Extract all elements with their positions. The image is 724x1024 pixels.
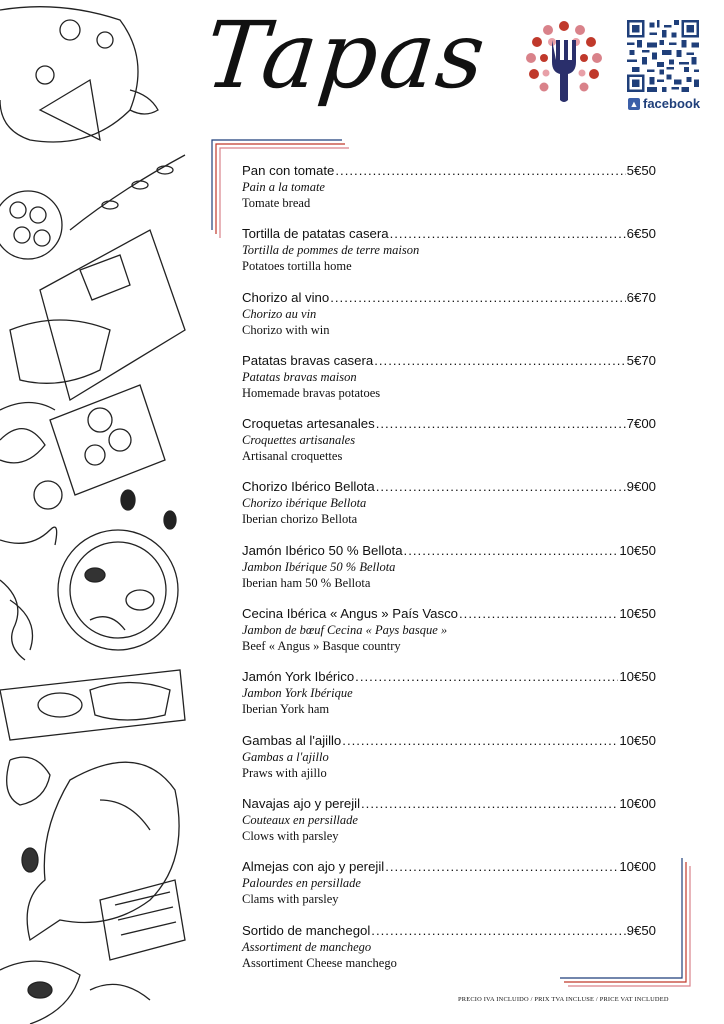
menu-item [242, 225, 656, 288]
item-english: Artisanal croquettes [242, 449, 343, 464]
facebook-link[interactable] [628, 96, 700, 111]
item-french: Croquettes artisanales [242, 433, 356, 448]
item-name: Pan con tomate [242, 163, 335, 178]
item-price: 6€70 [626, 289, 656, 305]
leader-dots [376, 415, 626, 432]
leader-dots [330, 289, 625, 306]
restaurant-logo [522, 18, 606, 104]
leader-dots [404, 542, 619, 559]
item-french: Chorizo ibérique Bellota [242, 496, 367, 511]
item-name: Cecina Ibérica « Angus » País Vasco [242, 606, 459, 622]
leader-dots [459, 605, 618, 622]
menu-item [242, 795, 656, 858]
item-name: Tortilla de patatas casera [242, 226, 389, 242]
item-english: Assortiment Cheese manchego [242, 955, 397, 970]
item-name: Jamón Ibérico 50 % Bellota [242, 542, 403, 558]
item-price: 10€50 [619, 542, 656, 558]
item-price: 10€50 [619, 669, 656, 685]
item-price: 9€00 [626, 479, 656, 495]
item-price: 6€50 [626, 226, 656, 242]
item-price: 5€70 [626, 352, 656, 368]
item-french: Assortiment de manchego [242, 939, 372, 954]
item-name: Chorizo al vino [242, 289, 330, 305]
item-english: Beef « Angus » Basque country [242, 639, 401, 654]
item-english: Iberian chorizo Bellota [242, 512, 358, 527]
item-price: 9€50 [626, 922, 656, 938]
menu-item [242, 415, 656, 478]
menu-item [242, 858, 656, 921]
item-price: 10€00 [619, 859, 656, 875]
item-french: Couteaux en persillade [242, 812, 358, 827]
menu-item [242, 352, 656, 415]
item-french: Gambas a l'ajillo [242, 749, 329, 764]
leader-dots [342, 732, 618, 749]
leader-dots [371, 922, 625, 939]
menu-item [242, 732, 656, 795]
menu-item [242, 162, 656, 225]
item-french: Patatas bravas maison [242, 369, 357, 384]
item-price: 7€00 [626, 416, 656, 432]
menu-item [242, 605, 656, 668]
item-french: Palourdes en persillade [242, 876, 361, 891]
item-english: Chorizo with win [242, 322, 330, 337]
item-name: Chorizo Ibérico Bellota [242, 479, 375, 495]
food-illustration [0, 0, 200, 1024]
menu-item [242, 289, 656, 352]
vat-footnote: PRECIO IVA INCLUIDO / PRIX TVA INCLUSE / PRICE VAT INCLUDED [458, 996, 669, 1003]
item-english: Homemade bravas potatoes [242, 385, 381, 400]
item-english: Iberian ham 50 % Bellota [242, 575, 371, 590]
qr-code[interactable] [627, 20, 699, 92]
item-name: Croquetas artesanales [242, 416, 375, 432]
item-english: Tomate bread [242, 196, 311, 210]
item-english: Potatoes tortilla home [242, 259, 352, 274]
menu-item [242, 478, 656, 541]
item-french: Jambon Ibérique 50 % Bellota [242, 559, 396, 574]
menu-item [242, 542, 656, 605]
leader-dots [376, 478, 626, 495]
item-price: 5€50 [626, 163, 656, 178]
item-french: Jambon de bœuf Cecina « Pays basque » [242, 623, 448, 638]
item-english: Praws with ajillo [242, 765, 327, 780]
item-price: 10€50 [619, 732, 656, 748]
menu-item [242, 922, 656, 985]
leader-dots [335, 162, 625, 179]
item-french: Jambon York Ibérique [242, 686, 353, 701]
tapas-menu-list [242, 162, 656, 985]
item-french: Pain a la tomate [242, 180, 325, 194]
leader-dots [361, 795, 618, 812]
item-english: Clams with parsley [242, 892, 339, 907]
item-price: 10€50 [619, 606, 656, 622]
item-french: Tortilla de pommes de terre maison [242, 243, 420, 258]
facebook-label: facebook [643, 96, 701, 111]
item-price: 10€00 [619, 795, 656, 811]
item-french: Chorizo au vin [242, 306, 317, 321]
item-name: Jamón York Ibérico [242, 669, 355, 685]
item-name: Navajas ajo y perejil [242, 795, 361, 811]
leader-dots [385, 858, 618, 875]
thumbs-up-icon: ▲ [629, 98, 639, 109]
menu-item [242, 668, 656, 731]
leader-dots [355, 668, 618, 685]
leader-dots [390, 225, 626, 242]
item-english: Clows with parsley [242, 828, 339, 843]
item-name: Gambas al l'ajillo [242, 732, 342, 748]
item-name: Sortido de manchegol [242, 922, 371, 938]
item-name: Almejas con ajo y perejil [242, 859, 385, 875]
page-title: Tapas [200, 2, 492, 109]
item-english: Iberian York ham [242, 702, 330, 717]
item-name: Patatas bravas casera [242, 352, 374, 368]
leader-dots [374, 352, 625, 369]
